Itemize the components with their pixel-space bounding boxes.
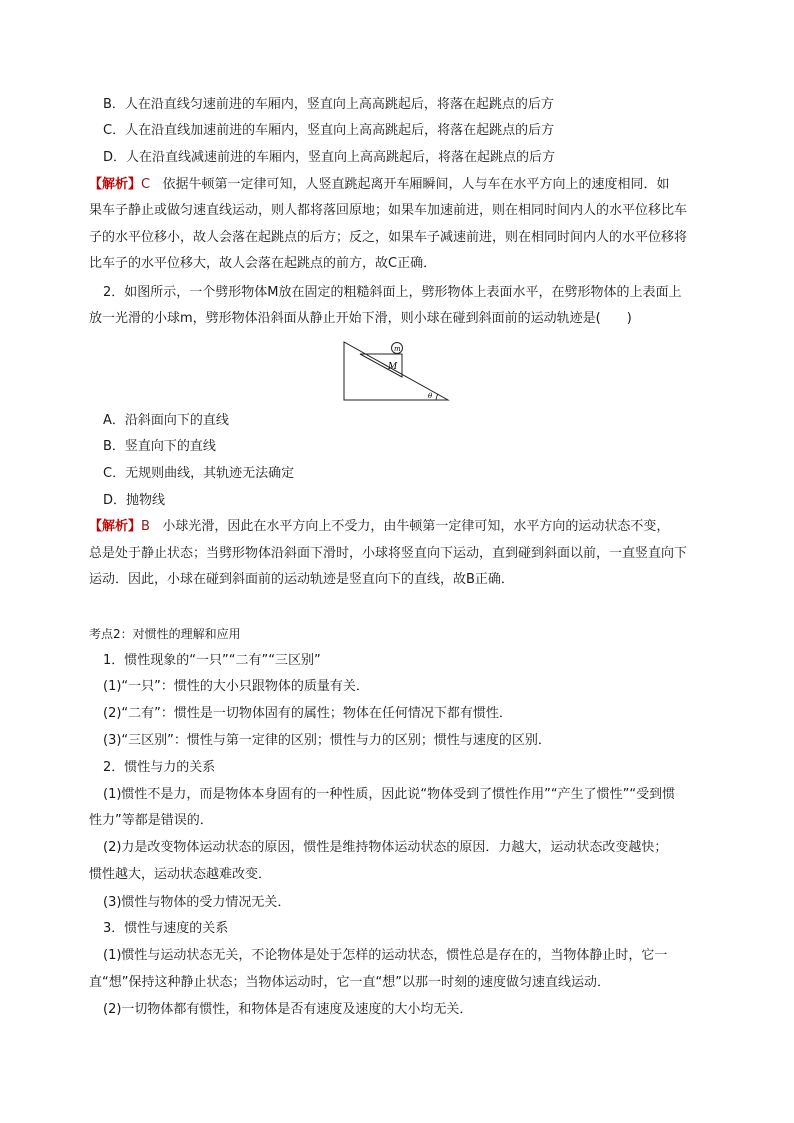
question2-line-2: 放一光滑的小球m，劈形物体沿斜面从静止开始下滑，则小球在碰到斜面前的运动轨迹是( ) xyxy=(89,311,632,326)
option-b-q1: B．人在沿直线匀速前进的车厢内，竖直向上高高跳起后，将落在起跳点的后方 xyxy=(103,97,554,112)
analysis-q1-line-4: 比车子的水平位移大，故人会落在起跳点的前方，故C正确． xyxy=(89,256,437,271)
section2-line: 惯性越大，运动状态越难改变． xyxy=(89,867,272,882)
analysis-tag: 【解析】 xyxy=(89,519,142,534)
option-d-q1: D．人在沿直线减速前进的车厢内，竖直向上高高跳起后，将落在起跳点的后方 xyxy=(103,150,556,165)
analysis-q1-line-1 xyxy=(89,175,670,195)
section2-line: (1)惯性与运动状态无关，不论物体是处于怎样的运动状态，惯性总是存在的，当物体静止时，它一 xyxy=(103,948,668,963)
section2-line: (2)力是改变物体运动状态的原因，惯性是维持物体运动状态的原因．力越大，运动状态改变越快； xyxy=(103,840,668,855)
incline-diagram-svg xyxy=(340,340,450,402)
ball-label: m xyxy=(394,345,401,353)
section2-line: (1)惯性不是力，而是物体本身固有的一种性质，因此说“物体受到了惯性作用”“产生了惯性”“受到惯 xyxy=(103,787,676,802)
section2-line: (1)“一只”：惯性的大小只跟物体的质量有关． xyxy=(103,679,369,694)
option-c-q1: C．人在沿直线加速前进的车厢内，竖直向上高高跳起后，将落在起跳点的后方 xyxy=(103,123,555,138)
option-d-q2: D．抛物线 xyxy=(103,493,166,508)
analysis-q2-line-3: 运动．因此，小球在碰到斜面前的运动轨迹是竖直向下的直线，故B正确． xyxy=(89,572,514,587)
section2-line: (2)“二有”：惯性是一切物体固有的属性；物体在任何情况下都有惯性． xyxy=(103,706,512,721)
question2-line-1: 2．如图所示，一个劈形物体M放在固定的粗糙斜面上，劈形物体上表面水平，在劈形物体的上表面上 xyxy=(103,285,682,300)
incline-diagram xyxy=(340,340,450,402)
analysis-text: 依据牛顿第一定律可知，人竖直跳起离开车厢瞬间，人与车在水平方向上的速度相同．如 xyxy=(162,177,670,192)
analysis-answer: C xyxy=(141,177,151,192)
section-title: 考点2：对惯性的理解和应用 xyxy=(89,627,241,641)
angle-arc xyxy=(436,394,438,400)
analysis-q2-line-1 xyxy=(89,517,669,537)
analysis-q1-line-2: 果车子静止或做匀速直线运动，则人都将落回原地；如果车加速前进，则在相同时间内人的水平位移比车 xyxy=(89,203,688,218)
analysis-tag: 【解析】 xyxy=(89,177,142,192)
section2-line: (3)“三区别”：惯性与第一定律的区别；惯性与力的区别；惯性与速度的区别． xyxy=(103,733,551,748)
analysis-answer: B xyxy=(141,519,150,534)
section2-line: 1．惯性现象的“一只”“二有”“三区别” xyxy=(103,653,321,668)
block-label: M xyxy=(388,362,398,372)
section2-line: (2)一切物体都有惯性，和物体是否有速度及速度的大小均无关． xyxy=(103,1002,473,1017)
section2-line: (3)惯性与物体的受力情况无关． xyxy=(103,895,291,910)
section2-line: 直“想”保持这种静止状态；当物体运动时，它一直“想”以那一时刻的速度做匀速直线运动． xyxy=(89,975,610,990)
analysis-q1-line-3: 子的水平位移小，故人会落在起跳点的后方；反之，如果车子减速前进，则在相同时间内人的水平位移将 xyxy=(89,230,688,245)
section2-line: 2．惯性与力的关系 xyxy=(103,760,216,775)
analysis-q2-line-2: 总是处于静止状态；当劈形物体沿斜面下滑时，小球将竖直向下运动，直到碰到斜面以前，一直竖直向下 xyxy=(89,546,688,561)
analysis-text: 小球光滑，因此在水平方向上不受力，由牛顿第一定律可知，水平方向的运动状态不变， xyxy=(162,519,670,534)
angle-label: θ xyxy=(428,392,433,400)
section2-line: 3．惯性与速度的关系 xyxy=(103,921,229,936)
option-b-q2: B．竖直向下的直线 xyxy=(103,439,216,454)
option-c-q2: C．无规则曲线，其轨迹无法确定 xyxy=(103,466,295,481)
option-a-q2: A．沿斜面向下的直线 xyxy=(103,413,229,428)
section2-line: 性力”等都是错误的． xyxy=(89,813,213,828)
